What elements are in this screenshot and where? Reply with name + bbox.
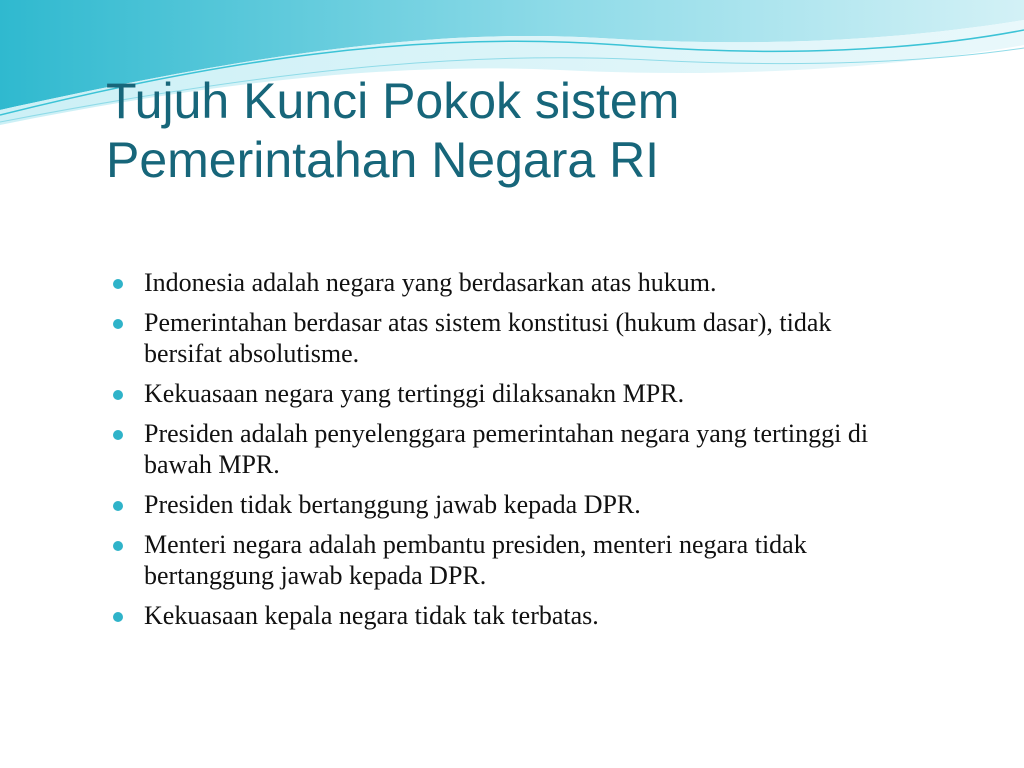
bullet-dot-icon (113, 279, 123, 289)
bullet-dot-icon (113, 319, 123, 329)
bullet-item (144, 307, 874, 369)
bullet-dot-icon (113, 541, 123, 551)
bullet-text: Kekuasaan kepala negara tidak tak terbatas. (144, 601, 599, 630)
bullet-item (144, 529, 874, 591)
bullet-text: Pemerintahan berdasar atas sistem konstitusi (hukum dasar), tidak bersifat absolutisme. (144, 308, 832, 368)
bullet-dot-icon (113, 390, 123, 400)
slide-title-line: Tujuh Kunci Pokok sistem (106, 73, 680, 129)
bullet-list (144, 267, 874, 640)
bullet-item (144, 600, 874, 631)
bullet-dot-icon (113, 501, 123, 511)
slide-title (106, 72, 906, 190)
bullet-text: Presiden tidak bertanggung jawab kepada DPR. (144, 490, 641, 519)
bullet-item (144, 418, 874, 480)
bullet-text: Indonesia adalah negara yang berdasarkan atas hukum. (144, 268, 717, 297)
bullet-text: Menteri negara adalah pembantu presiden, menteri negara tidak bertanggung jawab kepada DPR. (144, 530, 807, 590)
bullet-dot-icon (113, 430, 123, 440)
bullet-item (144, 378, 874, 409)
bullet-text: Presiden adalah penyelenggara pemerintahan negara yang tertinggi di bawah MPR. (144, 419, 869, 479)
bullet-text: Kekuasaan negara yang tertinggi dilaksanakn MPR. (144, 379, 685, 408)
bullet-item (144, 267, 874, 298)
slide-title-line: Pemerintahan Negara RI (106, 132, 660, 188)
bullet-dot-icon (113, 612, 123, 622)
bullet-item (144, 489, 874, 520)
